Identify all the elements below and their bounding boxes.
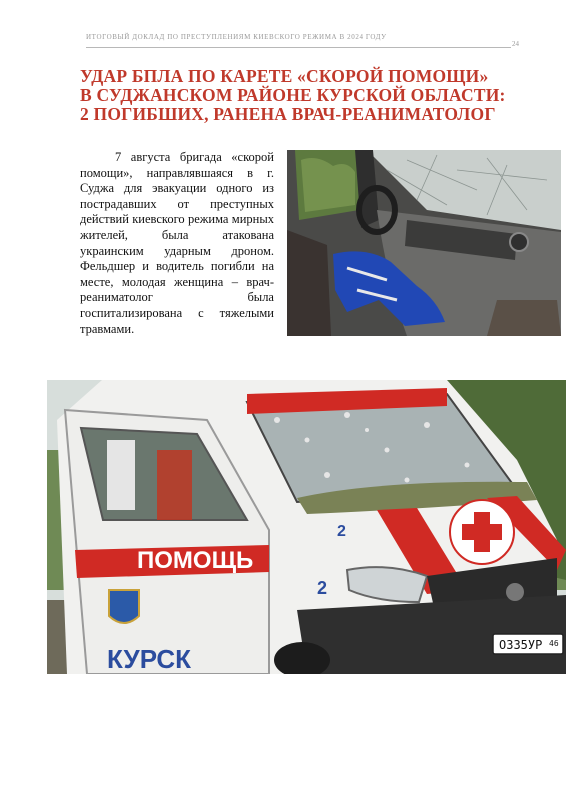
title-line: УДАР БПЛА ПО КАРЕТЕ «СКОРОЙ ПОМОЩИ» xyxy=(80,66,489,86)
article-body: 7 августа бригада «скорой помощи», направлявшаяся в г. Суджа для эвакуации одного из пострадавших от преступных действий киевского режима мирных жителей, была атакована украинским ударным дроном. Фельдшер и водитель погибли на месте, молодая женщина – врач-реаниматолог была госпитализирована с тяжелыми травмами. xyxy=(80,150,274,336)
ambulance-side-text: ПОМОЩЬ xyxy=(137,547,254,574)
page-number: 24 xyxy=(512,40,519,48)
fender-number: 2 xyxy=(317,578,328,598)
ambulance-city-text: КУРСК xyxy=(107,644,192,674)
coat-of-arms-icon xyxy=(109,590,139,623)
running-header: ИТОГОВЫЙ ДОКЛАД ПО ПРЕСТУПЛЕНИЯМ КИЕВСКОГО РЕЖИМА В 2024 ГОДУ xyxy=(86,33,387,41)
photo-ambulance-exterior xyxy=(47,380,566,674)
article-title xyxy=(80,67,530,124)
license-region: 46 xyxy=(549,639,559,648)
exterior-illustration xyxy=(47,380,566,674)
interior-illustration xyxy=(287,150,561,336)
license-plate: О335УР xyxy=(499,638,543,652)
brand-logo-icon xyxy=(506,583,524,601)
title-line: 2 ПОГИБШИХ, РАНЕНА ВРАЧ-РЕАНИМАТОЛОГ xyxy=(80,104,496,124)
hood-number: 2 xyxy=(337,523,346,540)
title-line: В СУДЖАНСКОМ РАЙОНЕ КУРСКОЙ ОБЛАСТИ: xyxy=(80,85,506,105)
header-rule xyxy=(86,47,511,48)
photo-ambulance-interior xyxy=(287,150,561,336)
